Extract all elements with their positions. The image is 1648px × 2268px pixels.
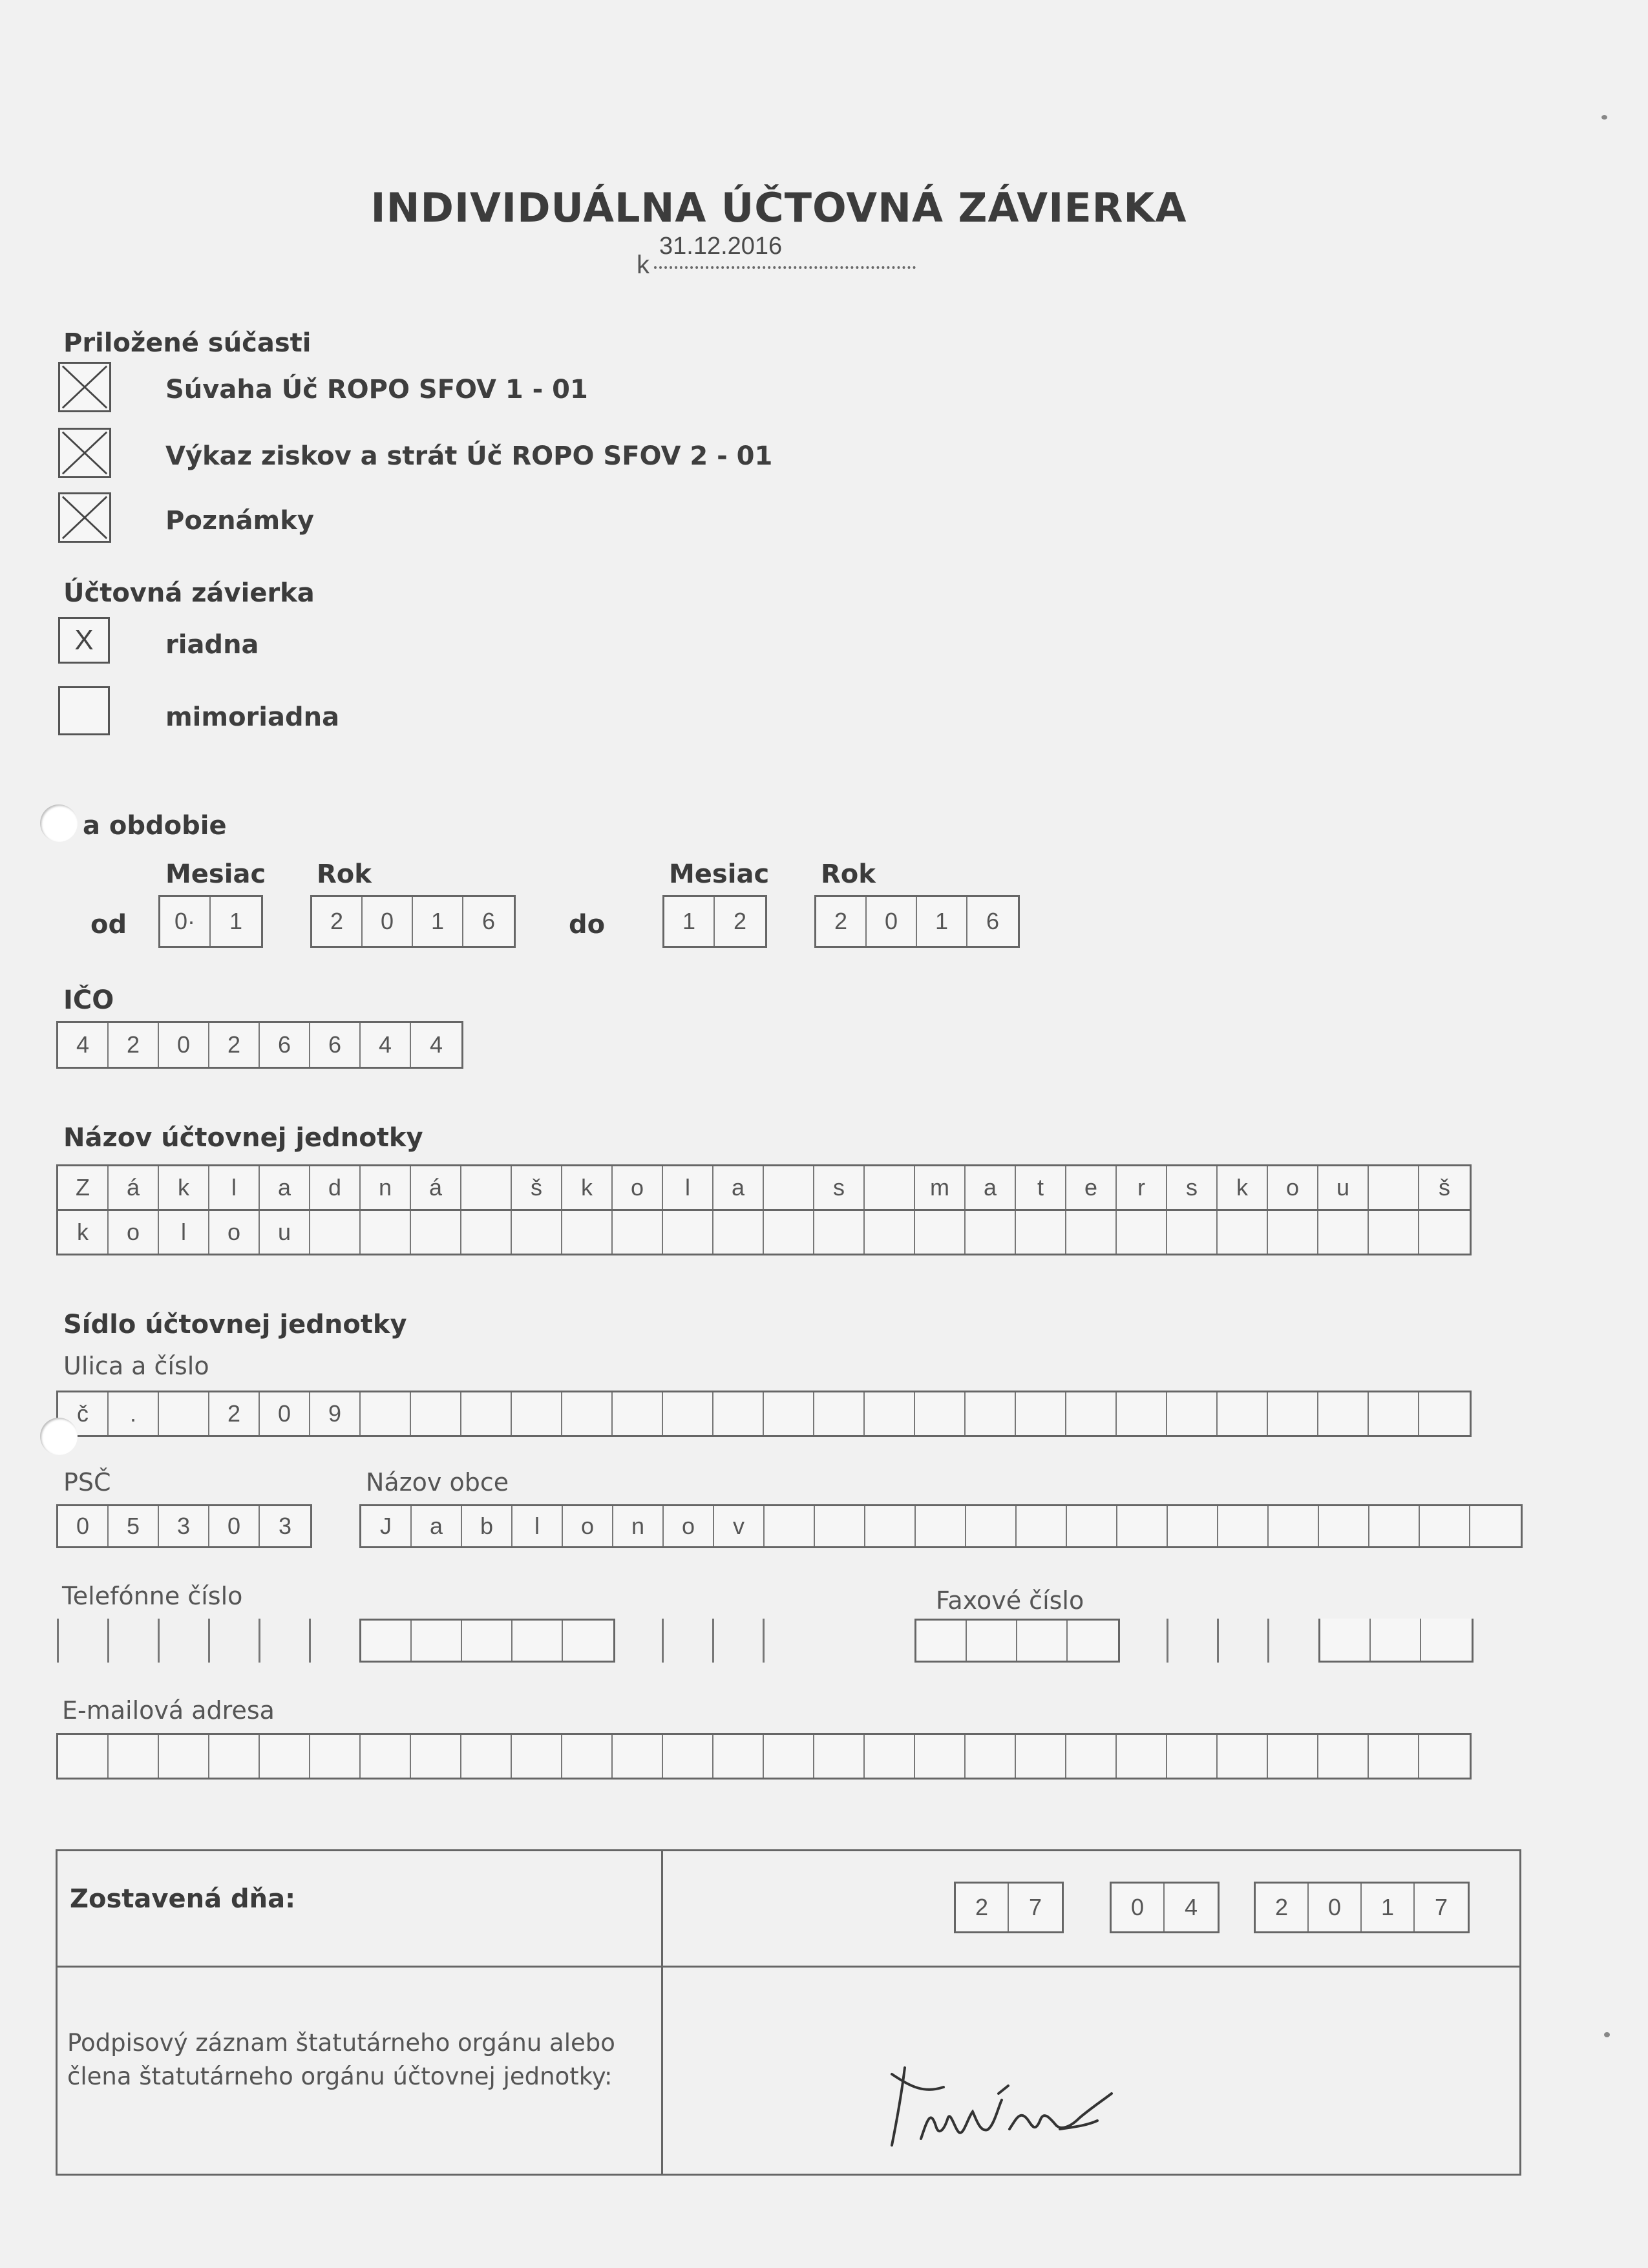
from-year-label: Rok <box>317 859 372 889</box>
handwritten-signature <box>866 2048 1176 2158</box>
statement-type-heading: Účtovná závierka <box>63 578 315 608</box>
fax-box-group[interactable] <box>914 1619 1120 1663</box>
char-cell: 4 <box>361 1023 411 1067</box>
email-label: E-mailová adresa <box>62 1696 275 1725</box>
signature-label-line-1: Podpisový záznam štatutárneho orgánu alebo <box>67 2029 615 2057</box>
char-cell: 6 <box>481 908 496 934</box>
char-cell: u <box>1318 1166 1369 1209</box>
char-cell: 2 <box>109 1023 159 1067</box>
char-cell <box>1320 1619 1371 1661</box>
entity-name-row-1[interactable] <box>56 1164 1472 1211</box>
char-cell: 3 <box>159 1506 209 1546</box>
char-cell: o <box>563 1506 613 1546</box>
date-prefix: k <box>637 251 650 279</box>
char-cell <box>1318 1211 1369 1254</box>
fax-tick <box>1167 1619 1168 1663</box>
ico-field[interactable] <box>56 1021 463 1069</box>
char-cell <box>412 1621 462 1661</box>
attachment-checkbox-balance-sheet[interactable] <box>58 362 111 412</box>
char-cell <box>1167 1392 1218 1435</box>
char-cell <box>1218 1735 1268 1778</box>
char-cell <box>461 1392 512 1435</box>
char-cell: á <box>411 1166 461 1209</box>
psc-field[interactable] <box>56 1504 312 1548</box>
char-cell: š <box>1439 1174 1450 1201</box>
city-field[interactable] <box>359 1504 1523 1548</box>
char-cell: v <box>714 1506 765 1546</box>
street-label: Ulica a číslo <box>63 1352 209 1380</box>
char-cell <box>1470 1506 1521 1546</box>
from-month-label: Mesiac <box>165 859 266 889</box>
char-cell <box>1218 1211 1268 1254</box>
char-cell: d <box>310 1166 361 1209</box>
char-cell <box>613 1392 663 1435</box>
char-cell: 0· <box>160 897 211 946</box>
char-cell: č <box>58 1392 109 1435</box>
char-cell: k <box>1218 1166 1268 1209</box>
char-cell: k <box>58 1211 109 1254</box>
fax-tick <box>1217 1619 1219 1663</box>
statement-type-checkbox-ordinary[interactable] <box>58 617 110 664</box>
to-label: do <box>569 910 606 940</box>
char-cell: o <box>664 1506 714 1546</box>
char-cell: 1 <box>1362 1884 1415 1931</box>
char-cell: . <box>109 1392 159 1435</box>
psc-label: PSČ <box>63 1468 111 1496</box>
char-cell <box>1016 1211 1066 1254</box>
attachment-checkbox-income-statement[interactable] <box>58 428 111 478</box>
char-cell <box>1420 1506 1470 1546</box>
char-cell: 0 <box>1309 1884 1362 1931</box>
char-cell: 6 <box>986 908 1000 934</box>
char-cell: 2 <box>733 908 747 934</box>
char-cell: 6 <box>260 1023 310 1067</box>
to-month-label: Mesiac <box>669 859 770 889</box>
char-cell <box>1168 1506 1218 1546</box>
char-cell <box>1369 1392 1419 1435</box>
char-cell <box>865 1166 915 1209</box>
char-cell <box>361 1735 411 1778</box>
char-cell <box>613 1211 663 1254</box>
phone-tick <box>763 1619 765 1663</box>
char-cell: 7 <box>1434 1894 1448 1920</box>
char-cell <box>865 1735 915 1778</box>
char-cell: l <box>209 1166 260 1209</box>
cross-mark-icon: X <box>74 624 94 656</box>
char-cell <box>1319 1506 1369 1546</box>
char-cell <box>713 1211 764 1254</box>
char-cell: 2 <box>312 897 363 946</box>
char-cell <box>260 1735 310 1778</box>
char-cell <box>1369 1735 1419 1778</box>
char-cell: 0 <box>867 897 917 946</box>
cross-mark-icon <box>60 364 109 410</box>
char-cell <box>865 1506 916 1546</box>
char-cell: k <box>159 1166 209 1209</box>
compiled-year-field[interactable] <box>1254 1882 1470 1933</box>
from-label: od <box>90 910 127 940</box>
char-cell: á <box>109 1166 159 1209</box>
char-cell <box>361 1211 411 1254</box>
char-cell <box>967 1621 1017 1661</box>
char-cell: b <box>462 1506 512 1546</box>
from-year-field[interactable] <box>310 895 516 948</box>
char-cell: 1 <box>229 908 243 934</box>
closing-date: 31.12.2016 <box>659 233 783 260</box>
char-cell <box>1066 1392 1117 1435</box>
statement-type-label-ordinary: riadna <box>165 630 259 660</box>
char-cell: s <box>814 1166 865 1209</box>
char-cell: 5 <box>109 1506 159 1546</box>
char-cell <box>966 1506 1017 1546</box>
char-cell <box>562 1392 613 1435</box>
char-cell <box>1419 1211 1470 1254</box>
table-divider <box>661 1849 663 2176</box>
char-cell <box>764 1392 814 1435</box>
ico-heading: IČO <box>63 985 114 1015</box>
char-cell <box>562 1211 613 1254</box>
to-year-label: Rok <box>821 859 876 889</box>
punch-hole <box>40 1418 78 1455</box>
char-cell: 2 <box>209 1023 260 1067</box>
char-cell <box>1066 1211 1117 1254</box>
char-cell <box>1016 1735 1066 1778</box>
char-cell <box>1218 1506 1269 1546</box>
char-cell <box>310 1735 361 1778</box>
compiled-label: Zostavená dňa: <box>70 1884 296 1914</box>
phone-tick <box>259 1619 260 1663</box>
char-cell <box>1017 1621 1068 1661</box>
statement-type-checkbox-extraordinary[interactable] <box>58 686 110 735</box>
char-cell <box>1371 1619 1421 1661</box>
char-cell: r <box>1117 1166 1167 1209</box>
char-cell <box>814 1211 865 1254</box>
char-cell <box>461 1735 512 1778</box>
char-cell <box>1369 1211 1419 1254</box>
phone-box-group[interactable] <box>359 1619 615 1663</box>
char-cell <box>512 1392 562 1435</box>
address-heading: Sídlo účtovnej jednotky <box>63 1310 407 1339</box>
char-cell: 0 <box>260 1392 310 1435</box>
char-cell <box>512 1211 562 1254</box>
char-cell: š <box>512 1166 562 1209</box>
fax-box-group-end[interactable] <box>1318 1619 1474 1663</box>
char-cell <box>1068 1621 1118 1661</box>
char-cell <box>915 1392 966 1435</box>
char-cell <box>1117 1506 1168 1546</box>
phone-tick <box>158 1619 160 1663</box>
table-divider <box>56 1966 1521 1968</box>
char-cell: 4 <box>1184 1894 1198 1920</box>
char-cell <box>663 1392 713 1435</box>
char-cell: u <box>260 1211 310 1254</box>
char-cell: l <box>512 1506 563 1546</box>
char-cell <box>1269 1506 1319 1546</box>
char-cell: m <box>915 1166 966 1209</box>
char-cell: 2 <box>956 1884 1009 1931</box>
char-cell <box>1421 1619 1472 1661</box>
char-cell <box>562 1735 613 1778</box>
date-dotted-line <box>654 266 916 269</box>
char-cell <box>411 1735 461 1778</box>
char-cell <box>865 1392 915 1435</box>
char-cell: t <box>1016 1166 1066 1209</box>
char-cell <box>713 1392 764 1435</box>
statement-type-label-extraordinary: mimoriadna <box>165 702 340 732</box>
punch-hole <box>40 804 78 842</box>
cross-mark-icon <box>60 430 109 476</box>
char-cell: Z <box>58 1166 109 1209</box>
char-cell <box>1419 1735 1470 1778</box>
char-cell: n <box>361 1166 411 1209</box>
char-cell <box>916 1506 966 1546</box>
char-cell <box>1067 1506 1117 1546</box>
char-cell <box>713 1735 764 1778</box>
to-month-field[interactable] <box>662 895 767 948</box>
char-cell <box>765 1506 815 1546</box>
char-cell <box>1268 1211 1318 1254</box>
char-cell <box>1016 1392 1066 1435</box>
char-cell: o <box>209 1211 260 1254</box>
attachment-label-income-statement: Výkaz ziskov a strát Úč ROPO SFOV 2 - 01 <box>165 441 773 471</box>
char-cell: k <box>562 1166 613 1209</box>
scan-speck <box>1601 115 1607 120</box>
phone-tick <box>309 1619 311 1663</box>
phone-tick <box>712 1619 714 1663</box>
char-cell <box>461 1166 512 1209</box>
char-cell <box>663 1211 713 1254</box>
char-cell <box>563 1621 613 1661</box>
char-cell: a <box>260 1166 310 1209</box>
char-cell <box>1017 1506 1067 1546</box>
phone-tick <box>662 1619 664 1663</box>
attachment-checkbox-notes[interactable] <box>58 492 111 543</box>
char-cell <box>310 1211 361 1254</box>
char-cell <box>814 1735 865 1778</box>
char-cell <box>1117 1211 1167 1254</box>
char-cell: o <box>109 1211 159 1254</box>
char-cell <box>1369 1166 1419 1209</box>
char-cell <box>966 1392 1016 1435</box>
char-cell <box>159 1392 209 1435</box>
phone-tick <box>107 1619 109 1663</box>
char-cell <box>915 1735 966 1778</box>
email-field[interactable] <box>56 1733 1472 1780</box>
char-cell: 2 <box>209 1392 260 1435</box>
char-cell <box>966 1211 1016 1254</box>
char-cell: e <box>1066 1166 1117 1209</box>
char-cell <box>411 1392 461 1435</box>
to-year-field[interactable] <box>814 895 1020 948</box>
char-cell <box>58 1735 109 1778</box>
char-cell <box>109 1735 159 1778</box>
char-cell <box>461 1211 512 1254</box>
char-cell: a <box>412 1506 462 1546</box>
char-cell <box>159 1735 209 1778</box>
char-cell: 7 <box>1028 1894 1042 1920</box>
phone-label: Telefónne číslo <box>62 1582 243 1610</box>
char-cell: 6 <box>310 1023 361 1067</box>
char-cell <box>1218 1392 1268 1435</box>
char-cell: 0 <box>209 1506 260 1546</box>
char-cell <box>966 1735 1016 1778</box>
char-cell: 4 <box>58 1023 109 1067</box>
char-cell <box>1117 1735 1167 1778</box>
entity-name-row-2[interactable] <box>56 1209 1472 1255</box>
char-cell <box>1167 1211 1218 1254</box>
cross-mark-icon <box>60 494 109 541</box>
char-cell: 0 <box>363 897 413 946</box>
char-cell <box>613 1735 663 1778</box>
char-cell <box>764 1735 814 1778</box>
attachments-heading: Priložené súčasti <box>63 328 312 358</box>
city-label: Názov obce <box>366 1468 509 1496</box>
char-cell <box>865 1211 915 1254</box>
char-cell <box>764 1211 814 1254</box>
char-cell <box>1318 1392 1369 1435</box>
char-cell: n <box>613 1506 664 1546</box>
compiled-month-field[interactable] <box>1110 1882 1220 1933</box>
char-cell <box>512 1621 563 1661</box>
char-cell: 0 <box>58 1506 109 1546</box>
char-cell: o <box>613 1166 663 1209</box>
char-cell <box>209 1735 260 1778</box>
attachment-label-balance-sheet: Súvaha Úč ROPO SFOV 1 - 01 <box>165 375 588 404</box>
char-cell <box>411 1211 461 1254</box>
char-cell: 2 <box>816 897 867 946</box>
attachment-label-notes: Poznámky <box>165 506 314 536</box>
char-cell <box>1318 1735 1369 1778</box>
char-cell <box>916 1621 967 1661</box>
char-cell <box>1268 1735 1318 1778</box>
char-cell <box>1369 1506 1420 1546</box>
char-cell: o <box>1268 1166 1318 1209</box>
char-cell: l <box>663 1166 713 1209</box>
fax-tick <box>1267 1619 1269 1663</box>
char-cell: s <box>1167 1166 1218 1209</box>
char-cell: 9 <box>310 1392 361 1435</box>
char-cell: 0 <box>159 1023 209 1067</box>
char-cell: 4 <box>429 1031 443 1058</box>
char-cell <box>1167 1735 1218 1778</box>
char-cell <box>1268 1392 1318 1435</box>
char-cell <box>361 1621 412 1661</box>
char-cell <box>814 1392 865 1435</box>
char-cell <box>1419 1392 1470 1435</box>
phone-tick <box>57 1619 59 1663</box>
char-cell <box>1066 1735 1117 1778</box>
char-cell <box>512 1735 562 1778</box>
char-cell: 0 <box>1112 1884 1165 1931</box>
scan-speck <box>1604 2032 1610 2037</box>
char-cell: 2 <box>1256 1884 1309 1931</box>
char-cell: 3 <box>278 1513 292 1539</box>
compiled-day-field[interactable] <box>954 1882 1064 1933</box>
char-cell <box>764 1166 814 1209</box>
fax-label: Faxové číslo <box>936 1586 1084 1615</box>
char-cell: l <box>159 1211 209 1254</box>
period-heading: a obdobie <box>83 811 227 841</box>
char-cell: a <box>713 1166 764 1209</box>
entity-name-heading: Názov účtovnej jednotky <box>63 1123 423 1153</box>
char-cell <box>915 1211 966 1254</box>
char-cell: a <box>966 1166 1016 1209</box>
char-cell: J <box>361 1506 412 1546</box>
char-cell: 1 <box>664 897 715 946</box>
char-cell <box>462 1621 512 1661</box>
char-cell: 1 <box>917 897 967 946</box>
phone-tick <box>208 1619 210 1663</box>
char-cell: 1 <box>413 897 463 946</box>
from-month-field[interactable] <box>158 895 263 948</box>
street-field[interactable] <box>56 1391 1472 1437</box>
char-cell <box>663 1735 713 1778</box>
signature-label-line-2: člena štatutárneho orgánu účtovnej jednotky: <box>67 2063 613 2090</box>
char-cell <box>1117 1392 1167 1435</box>
char-cell <box>815 1506 865 1546</box>
form-title: INDIVIDUÁLNA ÚČTOVNÁ ZÁVIERKA <box>370 184 1187 231</box>
char-cell <box>361 1392 411 1435</box>
